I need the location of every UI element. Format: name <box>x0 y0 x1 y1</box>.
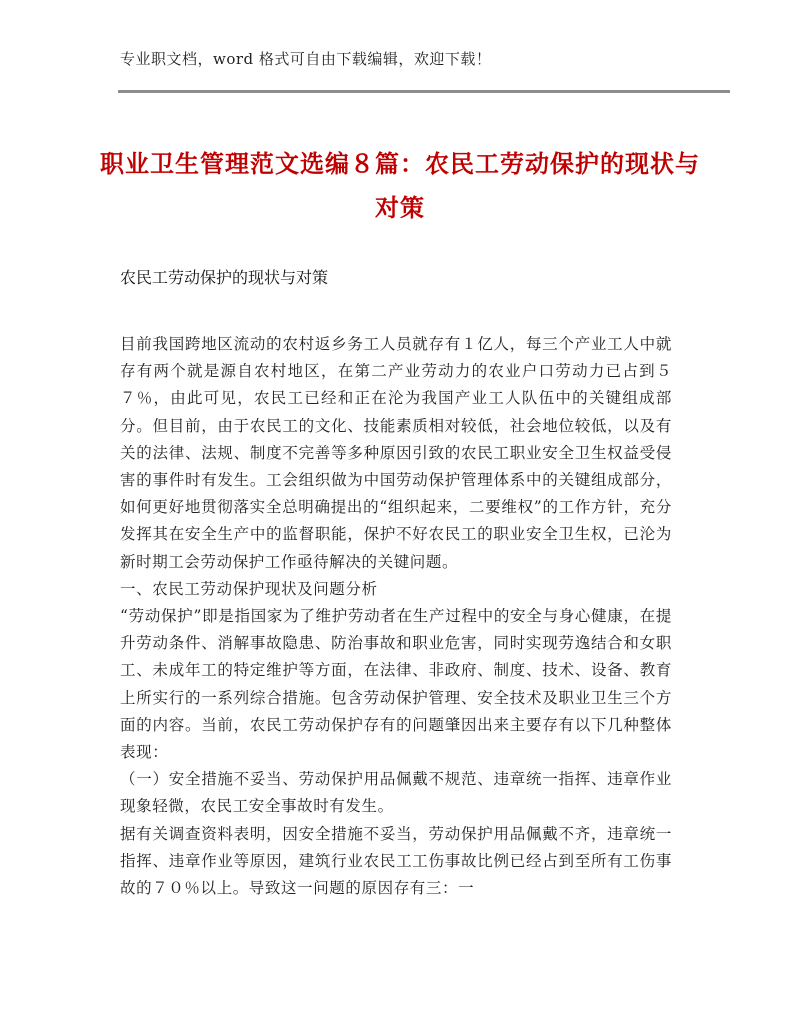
paragraph-definition: “劳动保护”即是指国家为了维护劳动者在生产过程中的安全与身心健康，在提升劳动条件、消解事故隐患、防治事故和职业危害，同时实现劳逸结合和女职工、未成年工的特定维护等方面，在法律、非政府、制度、技术、设备、教育上所实行的一系列综合措施。包含劳动保护管理、安全技术及职业卫生三个方面的内容。当前，农民工劳动保护存有的问题肇因出来主要存有以下几种整体表现： <box>120 607 672 762</box>
paragraph-subheading: 一、农民工劳动保护现状及问题分析 <box>120 579 378 598</box>
paragraph-intro: 目前我国跨地区流动的农村返乡务工人员就存有１亿人，每三个产业工人中就存有两个就是源自农村地区，在第二产业劳动力的农业户口劳动力已占到５７％，由此可见，农民工已经和正在沦为我国产业工人队伍中的关键组成部分。但目前，由于农民工的文化、技能素质相对较低，社会地位较低，以及有关的法律、法规、制度不完善等多种原因引致的农民工职业安全卫生权益受侵害的事件时有发生。工会组织做为中国劳动保护管理体系中的关键组成部分，如何更好地贯彻落实全总明确提出的“组织起来，二要维权”的工作方针，充分发挥其在安全生产中的监督职能，保护不好农民工的职业安全卫生权，已沦为新时期工会劳动保护工作亟待解决的关键问题。 <box>120 335 672 571</box>
header-note: 专业职文档，word 格式可自由下载编辑，欢迎下载！ <box>120 50 492 68</box>
section-heading: 农民工劳动保护的现状与对策 <box>120 268 329 287</box>
paragraph-item-one: （一）安全措施不妥当、劳动保护用品佩戴不规范、违章统一指挥、违章作业现象轻微，农民工安全事故时有发生。 <box>120 770 672 816</box>
document-title: 职业卫生管理范文选编８篇：农民工劳动保护的现状与对策 <box>100 150 700 222</box>
header-divider <box>118 90 730 93</box>
paragraph-statistics: 据有关调查资料表明，因安全措施不妥当，劳动保护用品佩戴不齐，违章统一指挥、违章作业等原因，建筑行业农民工工伤事故比例已经占到至所有工伤事故的７０％以上。导致这一问题的原因存有三：一 <box>120 824 672 898</box>
document-body <box>120 331 672 902</box>
